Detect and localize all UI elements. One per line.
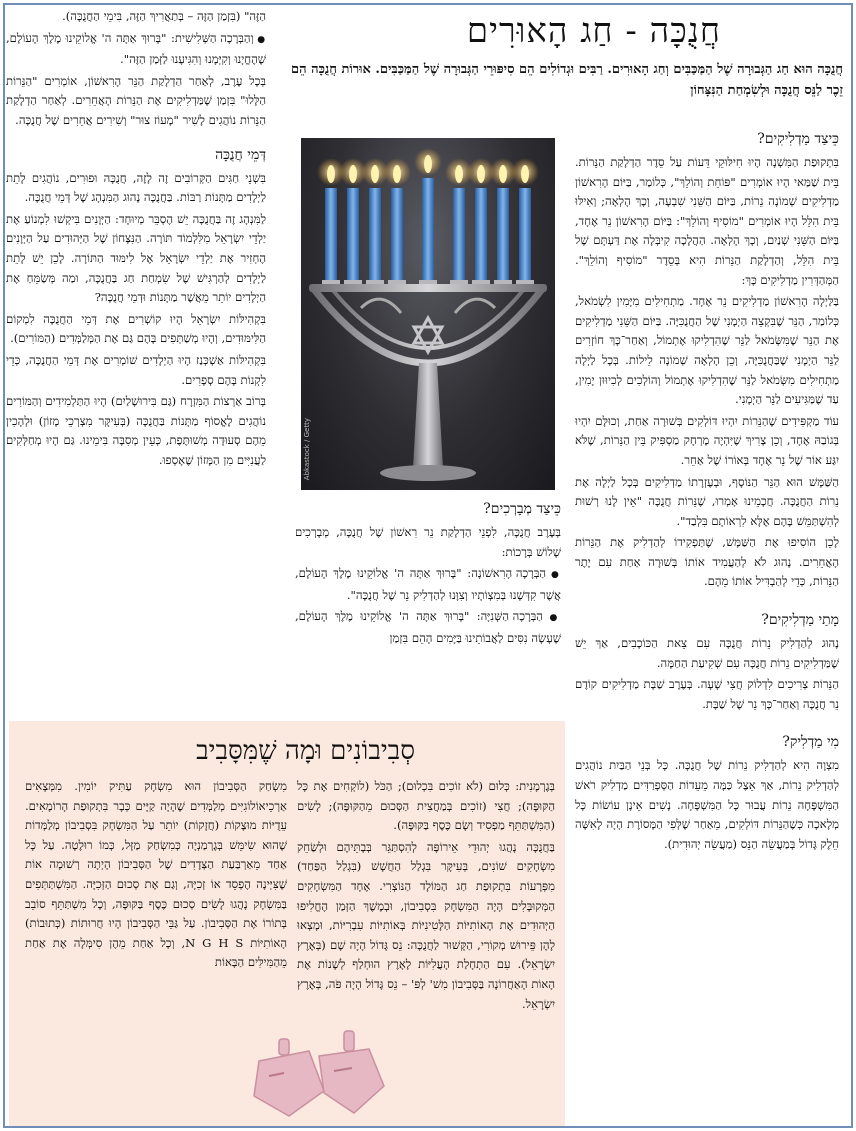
heading-who-lights: מִי מַדְלִיק? (782, 734, 839, 751)
paragraph: בִּשְׁנֵי חַגִּים הַקְּרוֹבִים זֶה לָזֶה, חֲנֻכָּה וּפוּרִים, נוֹהֲגִים לָתֵת לַיְלָדִים מַתָּנוֹת רַבּוֹת. בַּחֲנֻכָּה נָהוּג הַמִּנְהָג שֶׁל דְּמֵי חֲנֻכָּה. (6, 170, 266, 205)
candle (422, 178, 434, 283)
candle (475, 188, 487, 283)
candle-flame (424, 155, 432, 173)
candle-flame (477, 165, 485, 183)
candle-flame (521, 165, 529, 183)
blessing-first: ● הַבְּרָכָה הָרִאשׁוֹנָה: "בָּרוּךְ אַתָּה ה' אֱלוֹקֵינוּ מֶלֶךְ הָעוֹלָם, אֲשֶׁר קִדְּשָׁנוּ בְּמִצְוֹתָיו וְצִוָּנוּ לְהַדְלִיק נֵר שֶׁל חֲנֻכָּה". (295, 564, 561, 605)
candle (347, 188, 359, 283)
paragraph: בְּגֶרְמָנִית: כְּלוּם (לֹא זוֹכִים בִּכְלוּם); הַכֹּל (לוֹקְחִים אֶת כָּל הַקּוּפָּה); חֲצִי (זוֹכִים בְּמַחֲצִית הַסְּכוּם מֵהַקּוּפָּה); לָשִׂים (הַמִּשְׁתַּתֵּף מַפְסִיד וְשָׂם כֶּסֶף בַּקּוּפָּה). (297, 779, 555, 833)
paragraph: מִשְׂחַק הַסְּבִיבוֹן הוּא מִשְׂחָק עַתִּיק יוֹמִין. מִמְּצָאִים אַרְכֵיאוֹלוֹגִיִּים מְלַמְּדִים שֶׁהָיָה קַיָּים כְּבָר בִּתְקוּפַת הָרוֹמָאִים. עֵדֻיּוֹת מוּצָקוֹת (חֲזָקוֹת) יוֹתֵר עַל הַמִּשְׂחָק בִּסְבִיבוֹן מְלַמְּדוֹת שֶׁהוּא שִׂימֵּשׁ בְּגֶרְמַנְיָה כְּמִשְׂחַק מַזָּל, כְּמוֹ רוּלֶטָה. עַל כָּל אַחַד מֵאַרְבַּעַת הַצְּדָדִים שֶׁל הַסְּבִיבוֹן הָיְתָה רְשׁוּמָה אוֹת שֶׁצִּיְּינָה הֶפְסֵד אוֹ זְכִיָּה, וְגַם אֶת סְכוּם הַזְּכִיָּה. הַמִּשְׁתַּתְּפִים בַּמִּשְׂחָק נָהֲגוּ לָשִׂים סְכוּם כֶּסֶף בַּקּוּפָּה, וְכָל מִשְׁתַּתֵּף סוֹבֵב בְּתוֹרוֹ אֶת הַסְּבִיבוֹן. עַל גַּבֵּי הַסְּבִיבוֹן הָיוּ חֲרוּתוֹת (כְּתוּבוֹת) הָאוֹתִיּוֹת N G H S, וְכָל אַחַת מֵהֶן סִימְּלָה אֶת אַחַת מֵהַמִּילִּים הַבָּאוֹת (25, 779, 287, 970)
candle-flame (371, 165, 379, 183)
paragraph: הַנֵּרוֹת צְרִיכִים לִדְלוֹק חֲצִי שָׁעָה. בְּעֶרֶב שַׁבָּת מַדְלִיקִים קוֹדֶם נֵר חֲנֻכָּה וְאַחַר־כָּךְ נֵר שֶׁל שַׁבָּת. (575, 677, 839, 711)
paragraph: בַּלַּיְלָה הָרִאשׁוֹן מַדְלִיקִים נֵר אֶחָד. מַתְחִילִים מִיָּמִין לִשְׂמֹאל, כְּלוֹמַר, הַנֵּר שֶׁבִּקְצֵה הַיְמָנִי שֶׁל הַחֲנֻכִּיָּה. בַּיּוֹם הַשֵּׁנִי מַדְלִיקִים אֶת הַנֵּר שֶׁמִּשְּׂמֹאל לַנֵּר שֶׁהִדְלִיקוּ אֶתְמוֹל, וְאַחַר־כָּךְ חוֹזְרִים לַנֵּר הַיְמָנִי שֶׁבַּחֲנֻכִּיָּה, וְכֵן הָלְאָה שְׁמוֹנָה לֵילוֹת. בְּכָל לַיְלָה מַתְחִילִים מִשְּׂמֹאל לַנֵּר שֶׁהִדְלִיקוּ אֶתְמוֹל וְהוֹלְכִים לְכִיוּוּן יָמִין, עַד שֶׁמַּגִּיעִים לַנֵּר הַיְמָנִי. (575, 294, 839, 407)
candle (519, 188, 531, 283)
candle-flame (499, 165, 507, 183)
paragraph: נָהוּג לְהַדְלִיק נֵרוֹת חֲנֻכָּה עִם צֵאת הַכּוֹכָבִים, אַךְ יֵשׁ שֶׁמַּדְלִיקִים נֵרוֹת חֲנֻכָּה עִם שְׁקִיעַת הַחַמָּה. (575, 636, 839, 670)
candle (453, 188, 465, 283)
paragraph: בְּעֶרֶב חֲנֻכָּה, לִפְנֵי הַדְלָקַת נֵר רִאשׁוֹן שֶׁל חֲנֻכָּה, מְבָרְכִים שָׁלוֹשׁ בְּרָכוֹת: (295, 525, 561, 559)
paragraph: הַשַּׁמָּשׁ הוּא הַנֵּר הַנּוֹסָף, וּבְעֶזְרָתוֹ מַדְלִיקִים בְּכָל לַיְלָה אֶת נֵרוֹת הַחֲנֻכָּה. חֲכָמֵינוּ אָמְרוּ, שֶׁנֵּרוֹת חֲנֻכָּה "אֵין לָנוּ רְשׁוּת לְהִשְׁתַּמֵּשׁ בָּהֶם אֶלָּא לִרְאוֹתָם בִּלְבַד". (575, 474, 839, 528)
paragraph: בְּכָל עֶרֶב, לְאַחַר הַדְלָקַת הַנֵּר הָרִאשׁוֹן, אוֹמְרִים "הַנֵּרוֹת הַלָּלוּ" בִּזְמַן שֶׁמַּדְלִיקִים אֶת הַנֵּרוֹת הָאֲחֵרִים. לְאַחַר הַדְלָקַת הַנֵּרוֹת נוֹהֲגִים לָשִׁיר "מָעוֹז צוּר" וְשִׁירִים אֲחֵרִים שֶׁל חֲנֻכָּה. (6, 73, 266, 127)
candle-flame (455, 165, 463, 183)
paragraph: בְּרוֹב אַרְצוֹת הַמִּזְרָח (גַּם בִּירוּשָׁלַיִם) הָיוּ הַתַּלְמִידִים וְהַמּוֹרִים נוֹהֲגִים לֶאֱסוֹף מַתָּנוֹת בַּחֲנֻכָּה (בְּעִיקָּר מִצְרְכֵי מָזוֹן) וּלְהָכִין מֵהֶם סְעוּדָה מְשׁוּתֶּפֶת, כְּעֵין מְסִבָּה בִּימֵינוּ. גַּם הָיוּ מְחַלְּקִים לַעֲנִיִּים מִן הַמָּזוֹן שֶׁאָסְפוּ. (6, 394, 266, 467)
heading-blessings: כֵּיצַד מְבָרְכִים? (483, 501, 561, 517)
intro-text: חֲנֻכָּה הוּא חַג הַגְּבוּרָה שֶׁל הַמַּכַּבִּים וְחַג הָאוּרִים. רַבִּים וּגְדוֹלִים הֵם סִיפּוּרֵי הַגְּבוּרָה שֶׁל הַמַּכַּבִּים. אוּרוֹת חֲנֻכָּה הֵם זֵכֶר לַנֵּס חֲנֻכָּה וּלְשִׂמְחַת הַנִּצָּחוֹן (291, 62, 843, 98)
heading-hanukkah-gelt: דְּמֵי חֲנֻכָּה (215, 146, 266, 163)
paragraph: בִּתְקוּפַת הַמִּשְׁנָה הָיוּ חִילּוּקֵי דֵּעוֹת עַל סֵדֶר הַדְלָקַת הַנֵּרוֹת. בֵּית שַׁמַּאי הָיוּ אוֹמְרִים "פּוֹחֵת וְהוֹלֵךְ", כְּלוֹמַר, בַּיּוֹם הָרִאשׁוֹן מַדְלִיקִים שְׁמוֹנָה נֵרוֹת, בַּיּוֹם הַשֵּׁנִי שִׁבְעָה, וְכָךְ הָלְאָה; וְאִילּוּ בֵּית הִלֵּל הָיוּ אוֹמְרִים "מוֹסִיף וְהוֹלֵךְ": בַּיּוֹם הָרִאשׁוֹן נֵר אֶחָד, בַּיּוֹם הַשֵּׁנִי שְׁנַיִם, וְכָךְ הָלְאָה. הַהֲלָכָה קִיבְּלָה אֶת דַּעְתָּם שֶׁל בֵּית הִלֵּל, וְהַדְלָקַת הַנֵּרוֹת הִיא בְּסֵדֶר "מוֹסִיף וְהוֹלֵךְ". הַמְּהַדְּרִין מַדְלִיקִים כָּךְ: (575, 155, 839, 287)
menorah-icon (301, 138, 555, 490)
heading-how-to-light: כֵּיצַד מַדְלִיקִים? (757, 131, 839, 147)
heading-when-to-light: מָתַי מַדְלִיקִים? (761, 612, 839, 629)
photo-credit: Abkastock / Getty (303, 417, 311, 480)
dreidel-box (9, 721, 565, 1126)
blessing-third: ● וְהַבְּרָכָה הַשְּׁלִישִׁית: "בָּרוּךְ אַתָּה ה' אֱלוֹקֵינוּ מֶלֶךְ הָעוֹלָם, שֶׁהֶחֱיָנוּ וְקִיְּמָנוּ וְהִגִּיעָנוּ לַזְּמַן הַזֶּה". (6, 29, 266, 70)
candle-flame (327, 165, 335, 183)
column-middle (295, 499, 561, 651)
candle (497, 188, 509, 283)
paragraph: לַמִּנְהָג זֶה בַּחֲנֻכָּה יֵשׁ הֶסְבֵּר מְיוּחָד: הַיְּוָנִים בִּיקְשׁוּ לִמְנוֹעַ אֶת יַלְדֵי יִשְׂרָאֵל מִלִּלְמוֹד תּוֹרָה. הַנִּצָּחוֹן שֶׁל הַיְּהוּדִים עַל הַיְּוָנִים הֶחְזִיר אֶת יַלְדֵי יִשְׂרָאֵל אֶל לִימּוּד הַתּוֹרָה. לָכֵן יֵשׁ לָתֵת לַיְלָדִים לְהַרְגִּישׁ שֶׁל שִׂמְחַת חַג בַּחֲנֻכָּה, וּמַה מְּשַׂמֵּחַ אֶת הַיְלָדִים יוֹתֵר מֵאֲשֶׁר מַתָּנוֹת וּדְמֵי חֲנֻכָּה? (6, 211, 266, 305)
box-column-left (297, 777, 555, 1016)
page-title: חֲנֻכָּה - חַג הָאוּרִים (466, 11, 721, 51)
box-column-right (25, 777, 287, 975)
column-left (6, 7, 266, 472)
paragraph: בַּחֲנֻכָּה נָהֲגוּ יְהוּדֵי אֵירוֹפָּה לְהִסְתַּגֵּר בְּבָתֵּיהֶם וּלְשַׂחֵק מִשְׂחָקִים שׁוֹנִים, בְּעִיקָּר בִּגְלַל הַחֲשָׁשׁ (בִּגְלַל הַפַּחַד) מִפְּרָעוֹת בִּתְקוּפַת חַג הַמּוֹלָד הַנּוֹצְרִי. אֶחָד הַמִּשְׂחָקִים הַמְּקוּבָּלִים הָיָה הַמִּשְׂחָק בִּסְבִיבוֹן, וּבְמֶשֶׁךְ הַזְּמַן הֶחֱלִיפוּ הַיְּהוּדִים אֶת הָאוֹתִיּוֹת הַלָּטִינִיּוֹת בְּאוֹתִיּוֹת עִבְרִיּוֹת, וּמָצְאוּ לָהֶן פֵּירוּשׁ מְקוֹרִי, הַקָּשׁוּר לַחֲנֻכָּה: נֵס גָּדוֹל הָיָה שָׁם (בְּאֶרֶץ יִשְׂרָאֵל). עִם הַתְחָלַת הָעֲלִיּוֹת לָאָרֶץ הוּחְלַף לְשָׁנוֹת אֶת הָאוֹת הָאַחֲרוֹנָה בַּסְּבִיבוֹן מִשׁ' לְפּ' – נֵס גָּדוֹל הָיָה פֹּה, בְּאֶרֶץ יִשְׂרָאֵל. (297, 839, 555, 1011)
paragraph: עוֹד מַקְפִּידִים שֶׁהַנֵּרוֹת יִהְיוּ דּוֹלְקִים בְּשׁוּרָה אַחַת, וְכוּלָּם יִהְיוּ בְּגוֹבַהּ אֶחָד, וְכֵן צָרִיךְ שֶׁיִּהְיֶה מֶרְחָק מַסְפִּיק בֵּין הַנֵּרוֹת, שֶׁלֹּא יִגַּע אוֹר שֶׁל נֵר אֶחָד בְּאוֹרוֹ שֶׁל אַחֵר. (575, 413, 839, 467)
column-right (575, 129, 839, 856)
paragraph: בִּקְהִילּוֹת יִשְׂרָאֵל הָיוּ קוֹשְׁרִים אֶת דְּמֵי הַחֲנֻכָּה לִמְקוֹם הַלִּימּוּדִים, וְהָיוּ מְשַׁתְּפִים בָּהֶם גַּם אֶת הַמְּלַמְּדִים (הַמּוֹרִים). (6, 311, 266, 346)
candle (369, 188, 381, 283)
box-title: סְבִיבוֹנִים וּמָה שֶׁמִּסָּבִיב (196, 736, 415, 766)
candle-flame (393, 165, 401, 183)
blessing-second: ● הַבְּרָכָה הַשְּׁנִיָּה: "בָּרוּךְ אַתָּה ה' אֱלוֹקֵינוּ מֶלֶךְ הָעוֹלָם, שֶׁעָשָׂה נִסִּים לַאֲבוֹתֵינוּ בַּיָּמִים הָהֵם בִּזְמַן (295, 607, 561, 648)
page (3, 3, 853, 1128)
paragraph: הַזֶּה" (בִּזְמַן הַזֶּה – בְּתַאֲרִיךְ הַזֶּה, בִּימֵי הַחֲנֻכָּה). (62, 9, 266, 23)
paragraph: בִּקְהִילּוֹת אַשְׁכְּנַז הָיוּ הַיְלָדִים שׁוֹמְרִים אֶת דְּמֵי הַחֲנֻכָּה, כְּדֵי לִקְנוֹת בָּהֶם סְפָרִים. (6, 352, 266, 387)
candle-flame (349, 165, 357, 183)
menorah-photo (301, 138, 555, 490)
paragraph: מִצְוָה הִיא לְהַדְלִיק נֵרוֹת שֶׁל חֲנֻכָּה. כָּל בְּנֵי הַבַּיִת נוֹהֲגִים לְהַדְלִיק נֵרוֹת, אַךְ אֵצֶל כַּמָּה מֵעֵדוֹת הַסְּפָרַדִּים מַדְלִיק רֹאשׁ הַמִּשְׁפָּחָה נֵרוֹת עֲבוּר כָּל הַמִּשְׁפָּחָה. נָשִׁים אֵינָן עוֹשׂוֹת כָּל מְלָאכָה כְּשֶׁהַנֵּרוֹת דּוֹלְקִים, מֵאַחַר שֶׁלְּפִי הַמָּסוֹרֶת הָיָה לָאִשָּׁה חֵלֶק גָּדוֹל בְּמַעֲשֵׂה הַנֵּס (מַעֲשֵׂה יְהוּדִית). (575, 758, 839, 851)
dreidel-icon (239, 1021, 389, 1121)
candle (325, 188, 337, 283)
candle (391, 188, 403, 283)
paragraph: לָכֵן הוֹסִיפוּ אֶת הַשַּׁמָּשׁ, שֶׁתַּפְקִידוֹ לְהַדְלִיק אֶת הַנֵּרוֹת הָאֲחֵרִים. נָהוּג לֹא לְהַעֲמִיד אוֹתוֹ בְּשׁוּרָה אַחַת עִם יֶתֶר הַנֵּרוֹת, כְּדֵי לְהַבְדִּיל אוֹתוֹ מֵהֶם. (575, 535, 839, 589)
